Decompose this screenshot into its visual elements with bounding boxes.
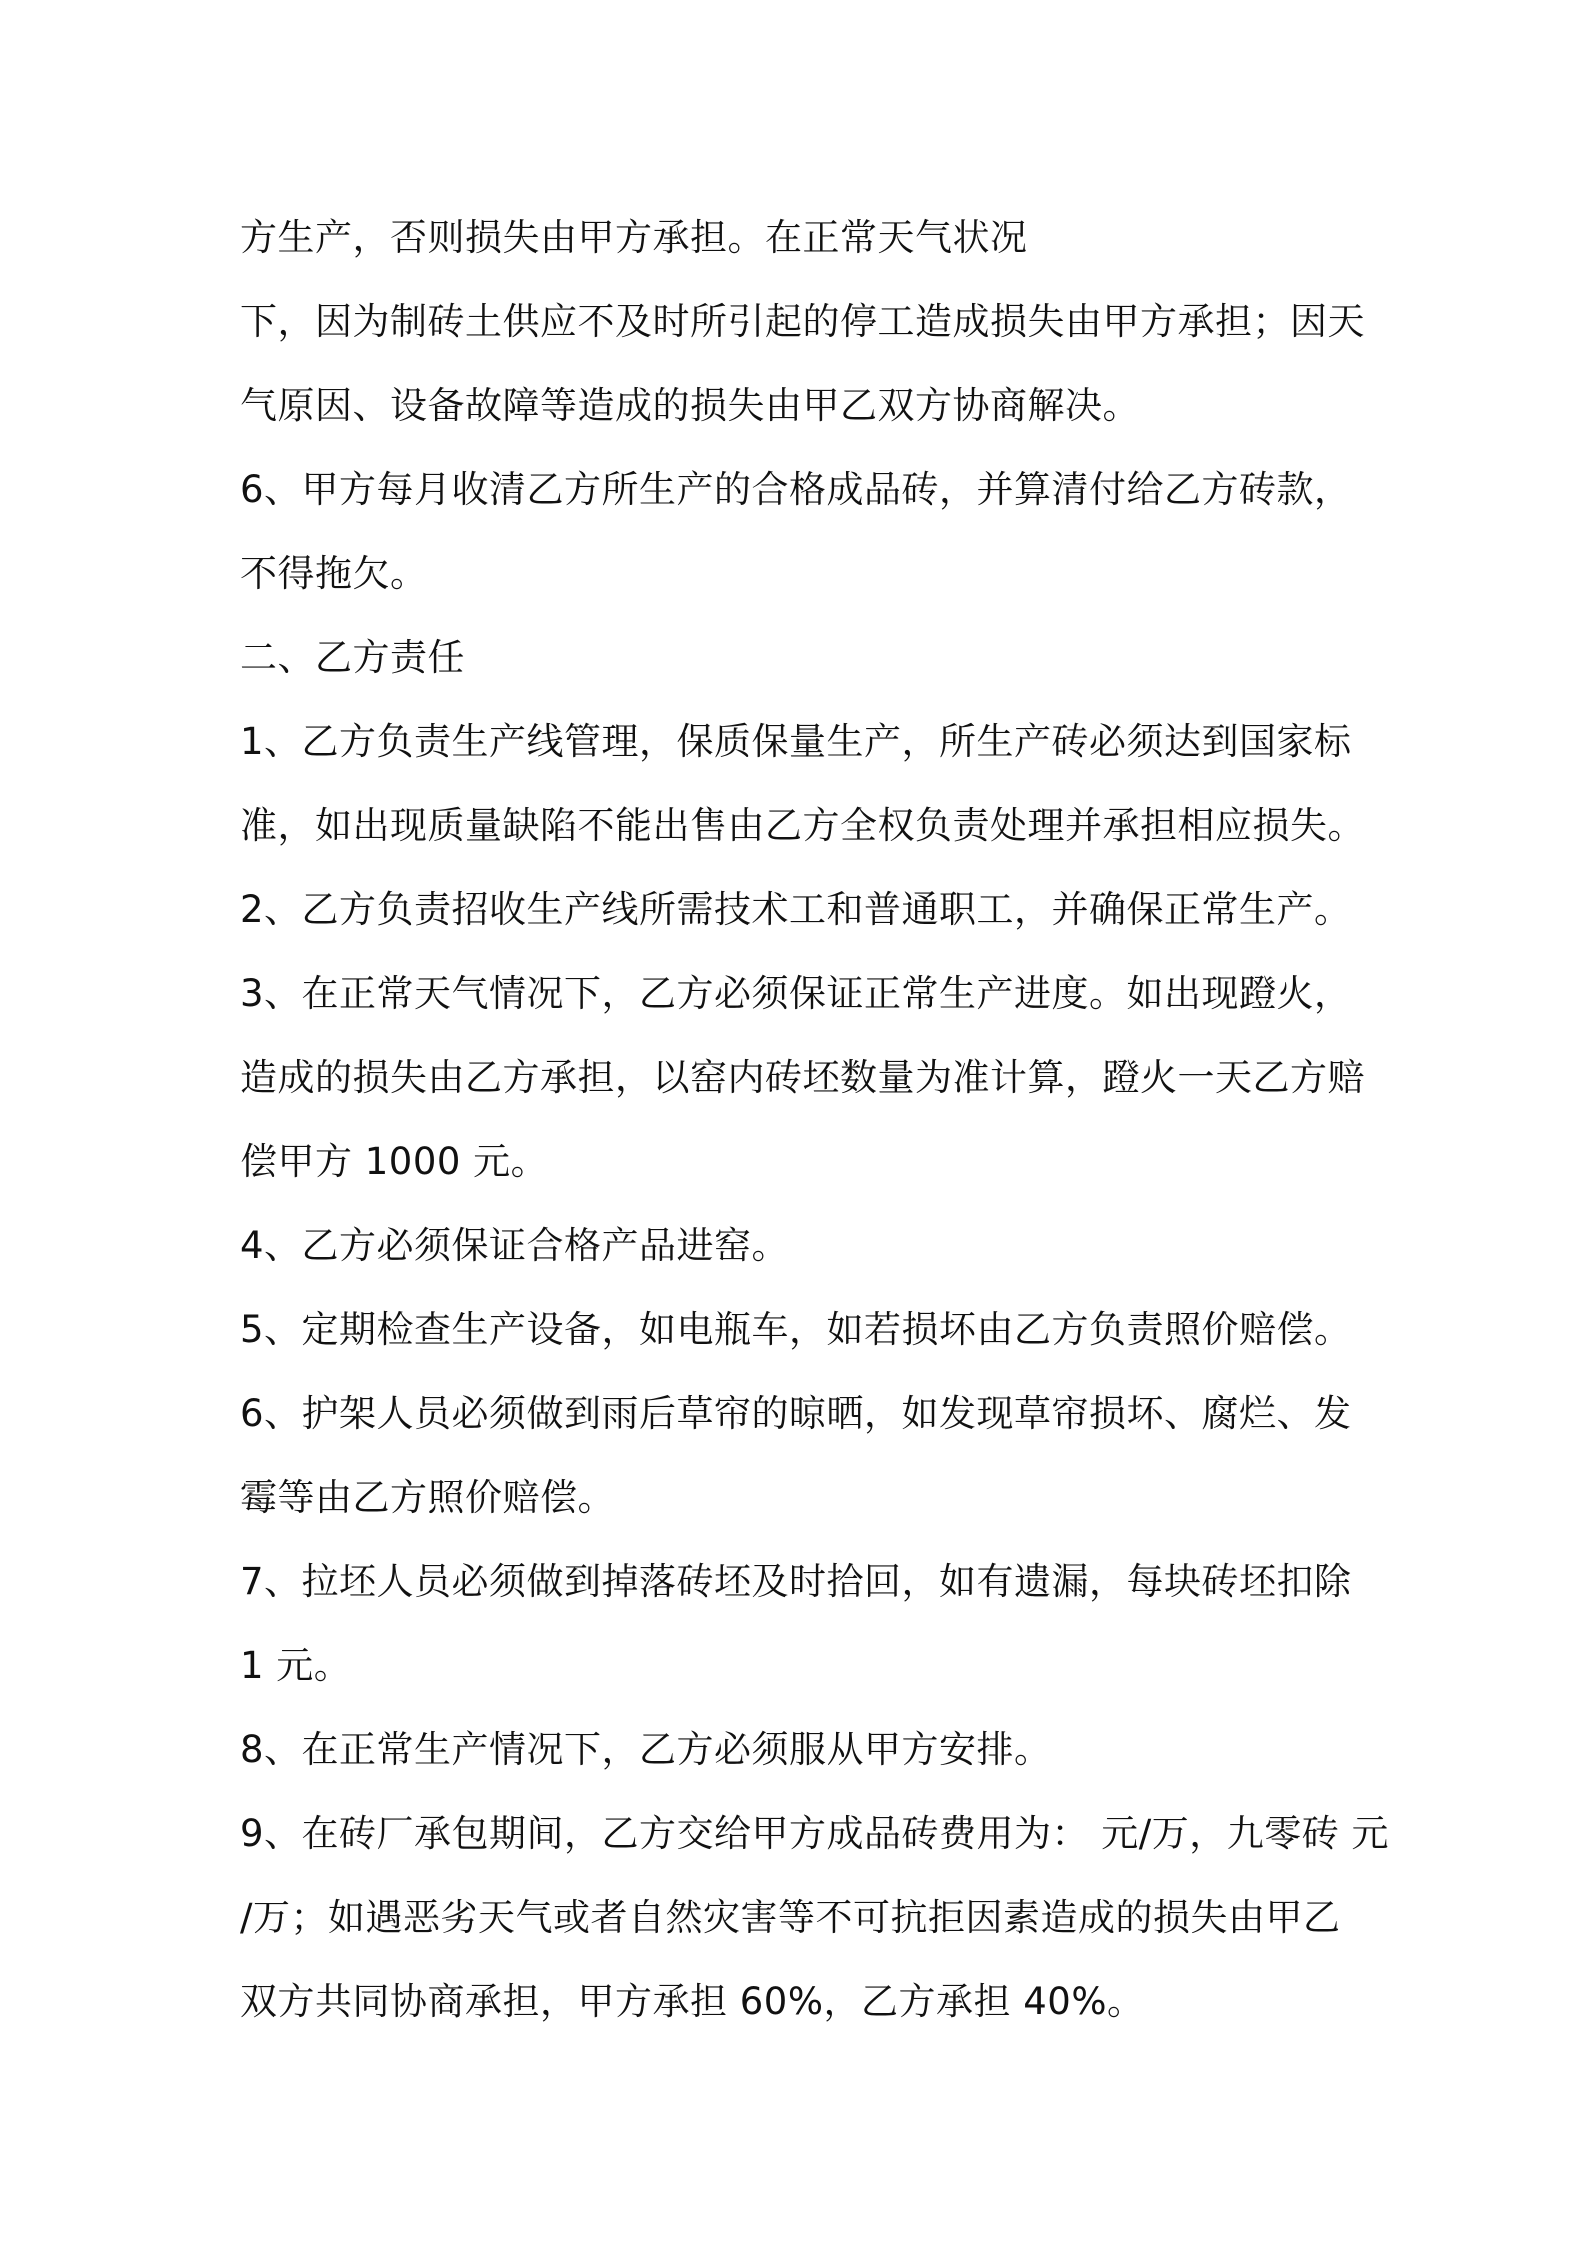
text-line-5: 不得拖欠。 [240,552,428,595]
text-line-15: 6、护架人员必须做到雨后草帘的晾晒，如发现草帘损坏、腐烂、发 [240,1392,1352,1435]
text-line-3: 气原因、设备故障等造成的损失由甲乙双方协商解决。 [240,384,1140,427]
text-line-7: 1、乙方负责生产线管理，保质保量生产，所生产砖必须达到国家标 [240,720,1352,763]
document-body [240,196,1390,2044]
text-line-21: /万；如遇恶劣天气或者自然灾害等不可抗拒因素造成的损失由甲乙 [240,1896,1341,1939]
text-line-17: 7、拉坯人员必须做到掉落砖坯及时拾回，如有遗漏，每块砖坯扣除 [240,1560,1352,1603]
text-line-13: 4、乙方必须保证合格产品进窑。 [240,1224,790,1267]
text-line-8: 准，如出现质量缺陷不能出售由乙方全权负责处理并承担相应损失。 [240,804,1365,847]
text-line-9: 2、乙方负责招收生产线所需技术工和普通职工，并确保正常生产。 [240,888,1352,931]
text-line-4: 6、甲方每月收清乙方所生产的合格成品砖，并算清付给乙方砖款， [240,468,1352,511]
text-line-19: 8、在正常生产情况下，乙方必须服从甲方安排。 [240,1728,1052,1771]
section-heading: 二、乙方责任 [240,636,465,679]
text-line-12: 偿甲方 1000 元。 [240,1140,549,1183]
text-line-22: 双方共同协商承担，甲方承担 60%，乙方承担 40%。 [240,1980,1145,2023]
text-line-18: 1 元。 [240,1644,352,1687]
text-line-16: 霉等由乙方照价赔偿。 [240,1476,615,1519]
text-line-20: 9、在砖厂承包期间，乙方交给甲方成品砖费用为： 元/万，九零砖 元 [240,1812,1390,1855]
text-line-14: 5、定期检查生产设备，如电瓶车，如若损坏由乙方负责照价赔偿。 [240,1308,1352,1351]
text-line-1: 方生产，否则损失由甲方承担。在正常天气状况 [240,216,1028,259]
text-line-10: 3、在正常天气情况下，乙方必须保证正常生产进度。如出现蹬火， [240,972,1352,1015]
text-line-2: 下，因为制砖土供应不及时所引起的停工造成损失由甲方承担；因天 [240,300,1365,343]
text-line-11: 造成的损失由乙方承担，以窑内砖坯数量为准计算，蹬火一天乙方赔 [240,1056,1365,1099]
